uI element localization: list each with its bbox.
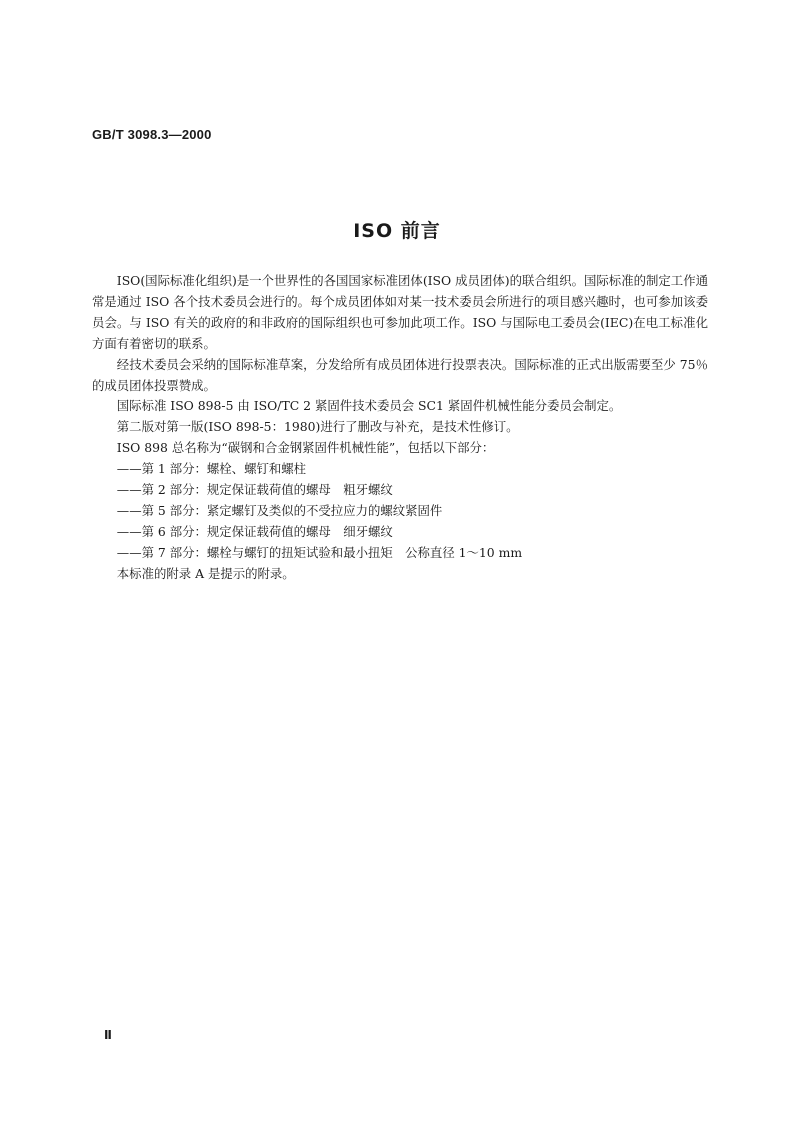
standard-code: GB/T 3098.3—2000 xyxy=(92,127,212,142)
list-item-part-1: ——第 1 部分：螺栓、螺钉和螺柱 xyxy=(116,461,307,477)
paragraph-iso-intro: ISO(国际标准化组织)是一个世界性的各国国家标准团体(ISO 成员团体)的联合组织。国际标准的制定工作通常是通过 ISO 各个技术委员会进行的。每个成员团体如对某一技术委员会所进行的项目感兴趣时，也可参加该委员会。与 ISO 有关的政府的和非政府的国际组织也可参加此项工作。ISO 与国际电工委员会(IEC)在电工标准化方面有着密切的联系。 xyxy=(92,273,708,351)
paragraph-committee: 国际标准 ISO 898-5 由 ISO/TC 2 紧固件技术委员会 SC1 紧固件机械性能分委员会制定。 xyxy=(116,398,622,414)
list-item-part-5: ——第 5 部分：紧定螺钉及类似的不受拉应力的螺纹紧固件 xyxy=(116,502,443,518)
foreword-body xyxy=(92,271,708,585)
list-item-part-7: ——第 7 部分：螺栓与螺钉的扭矩试验和最小扭矩 公称直径 1～10 mm xyxy=(116,544,523,560)
list-item-part-2: ——第 2 部分：规定保证载荷值的螺母 粗牙螺纹 xyxy=(116,482,393,498)
page-number: Ⅱ xyxy=(104,1028,112,1042)
page-title: ISO 前言 xyxy=(353,220,441,242)
list-item-part-6: ——第 6 部分：规定保证载荷值的螺母 细牙螺纹 xyxy=(116,523,393,539)
paragraph-voting: 经技术委员会采纳的国际标准草案，分发给所有成员团体进行投票表决。国际标准的正式出版需要至少 75％的成员团体投票赞成。 xyxy=(92,356,708,393)
paragraph-series-title: ISO 898 总名称为“碳钢和合金钢紧固件机械性能”，包括以下部分： xyxy=(116,440,495,456)
paragraph-revision: 第二版对第一版(ISO 898-5：1980)进行了删改与补充，是技术性修订。 xyxy=(116,419,519,435)
paragraph-annex-note: 本标准的附录 A 是提示的附录。 xyxy=(116,565,295,581)
